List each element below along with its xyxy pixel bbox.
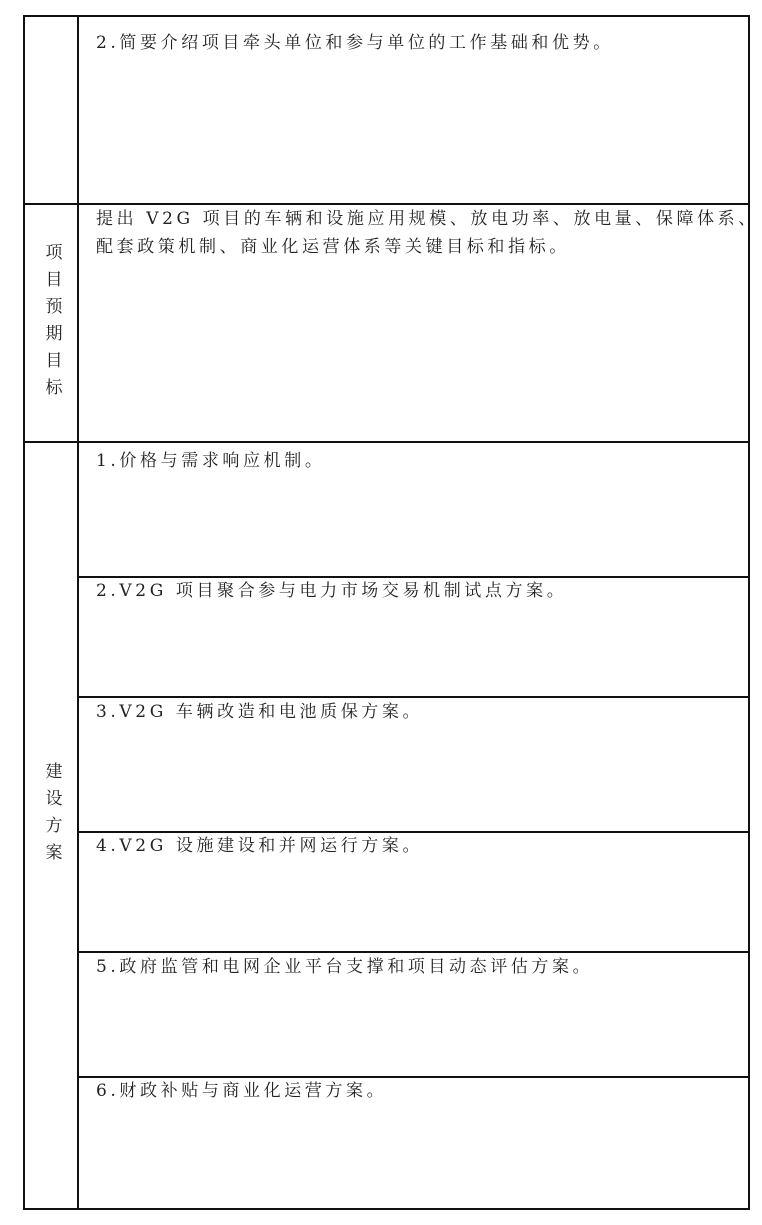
label-char: 设 xyxy=(45,789,63,809)
cell-text: 2.简要介绍项目牵头单位和参与单位的工作基础和优势。 xyxy=(96,33,614,53)
table-border xyxy=(23,15,25,1210)
plan-item: 4.V2G 设施建设和并网运行方案。 xyxy=(96,836,424,856)
cell-text: 配套政策机制、商业化运营体系等关键目标和指标。 xyxy=(96,237,570,257)
label-char: 项 xyxy=(45,243,63,263)
label-char: 目 xyxy=(45,270,63,290)
table-border xyxy=(748,15,750,1210)
label-char: 期 xyxy=(45,324,63,344)
plan-item: 6.财政补贴与商业化运营方案。 xyxy=(96,1081,388,1101)
label-char: 方 xyxy=(45,816,63,836)
table-border xyxy=(23,441,750,443)
label-char: 建 xyxy=(45,762,63,782)
label-char: 标 xyxy=(45,378,63,398)
label-char: 案 xyxy=(45,843,63,863)
table-border xyxy=(23,1208,750,1210)
cell-text: 提出 V2G 项目的车辆和设施应用规模、放电功率、放电量、保障体系、 xyxy=(96,209,759,229)
table-border xyxy=(23,15,750,17)
row-label-expected-goals xyxy=(44,240,64,402)
plan-item: 3.V2G 车辆改造和电池质保方案。 xyxy=(96,702,424,722)
label-char: 目 xyxy=(45,351,63,371)
table-border xyxy=(77,15,79,1210)
plan-item: 1.价格与需求响应机制。 xyxy=(96,451,326,471)
plan-item: 5.政府监管和电网企业平台支撑和项目动态评估方案。 xyxy=(96,957,594,977)
row-label-construction-plan xyxy=(44,759,64,867)
plan-item: 2.V2G 项目聚合参与电力市场交易机制试点方案。 xyxy=(96,581,568,601)
label-char: 预 xyxy=(45,297,63,317)
